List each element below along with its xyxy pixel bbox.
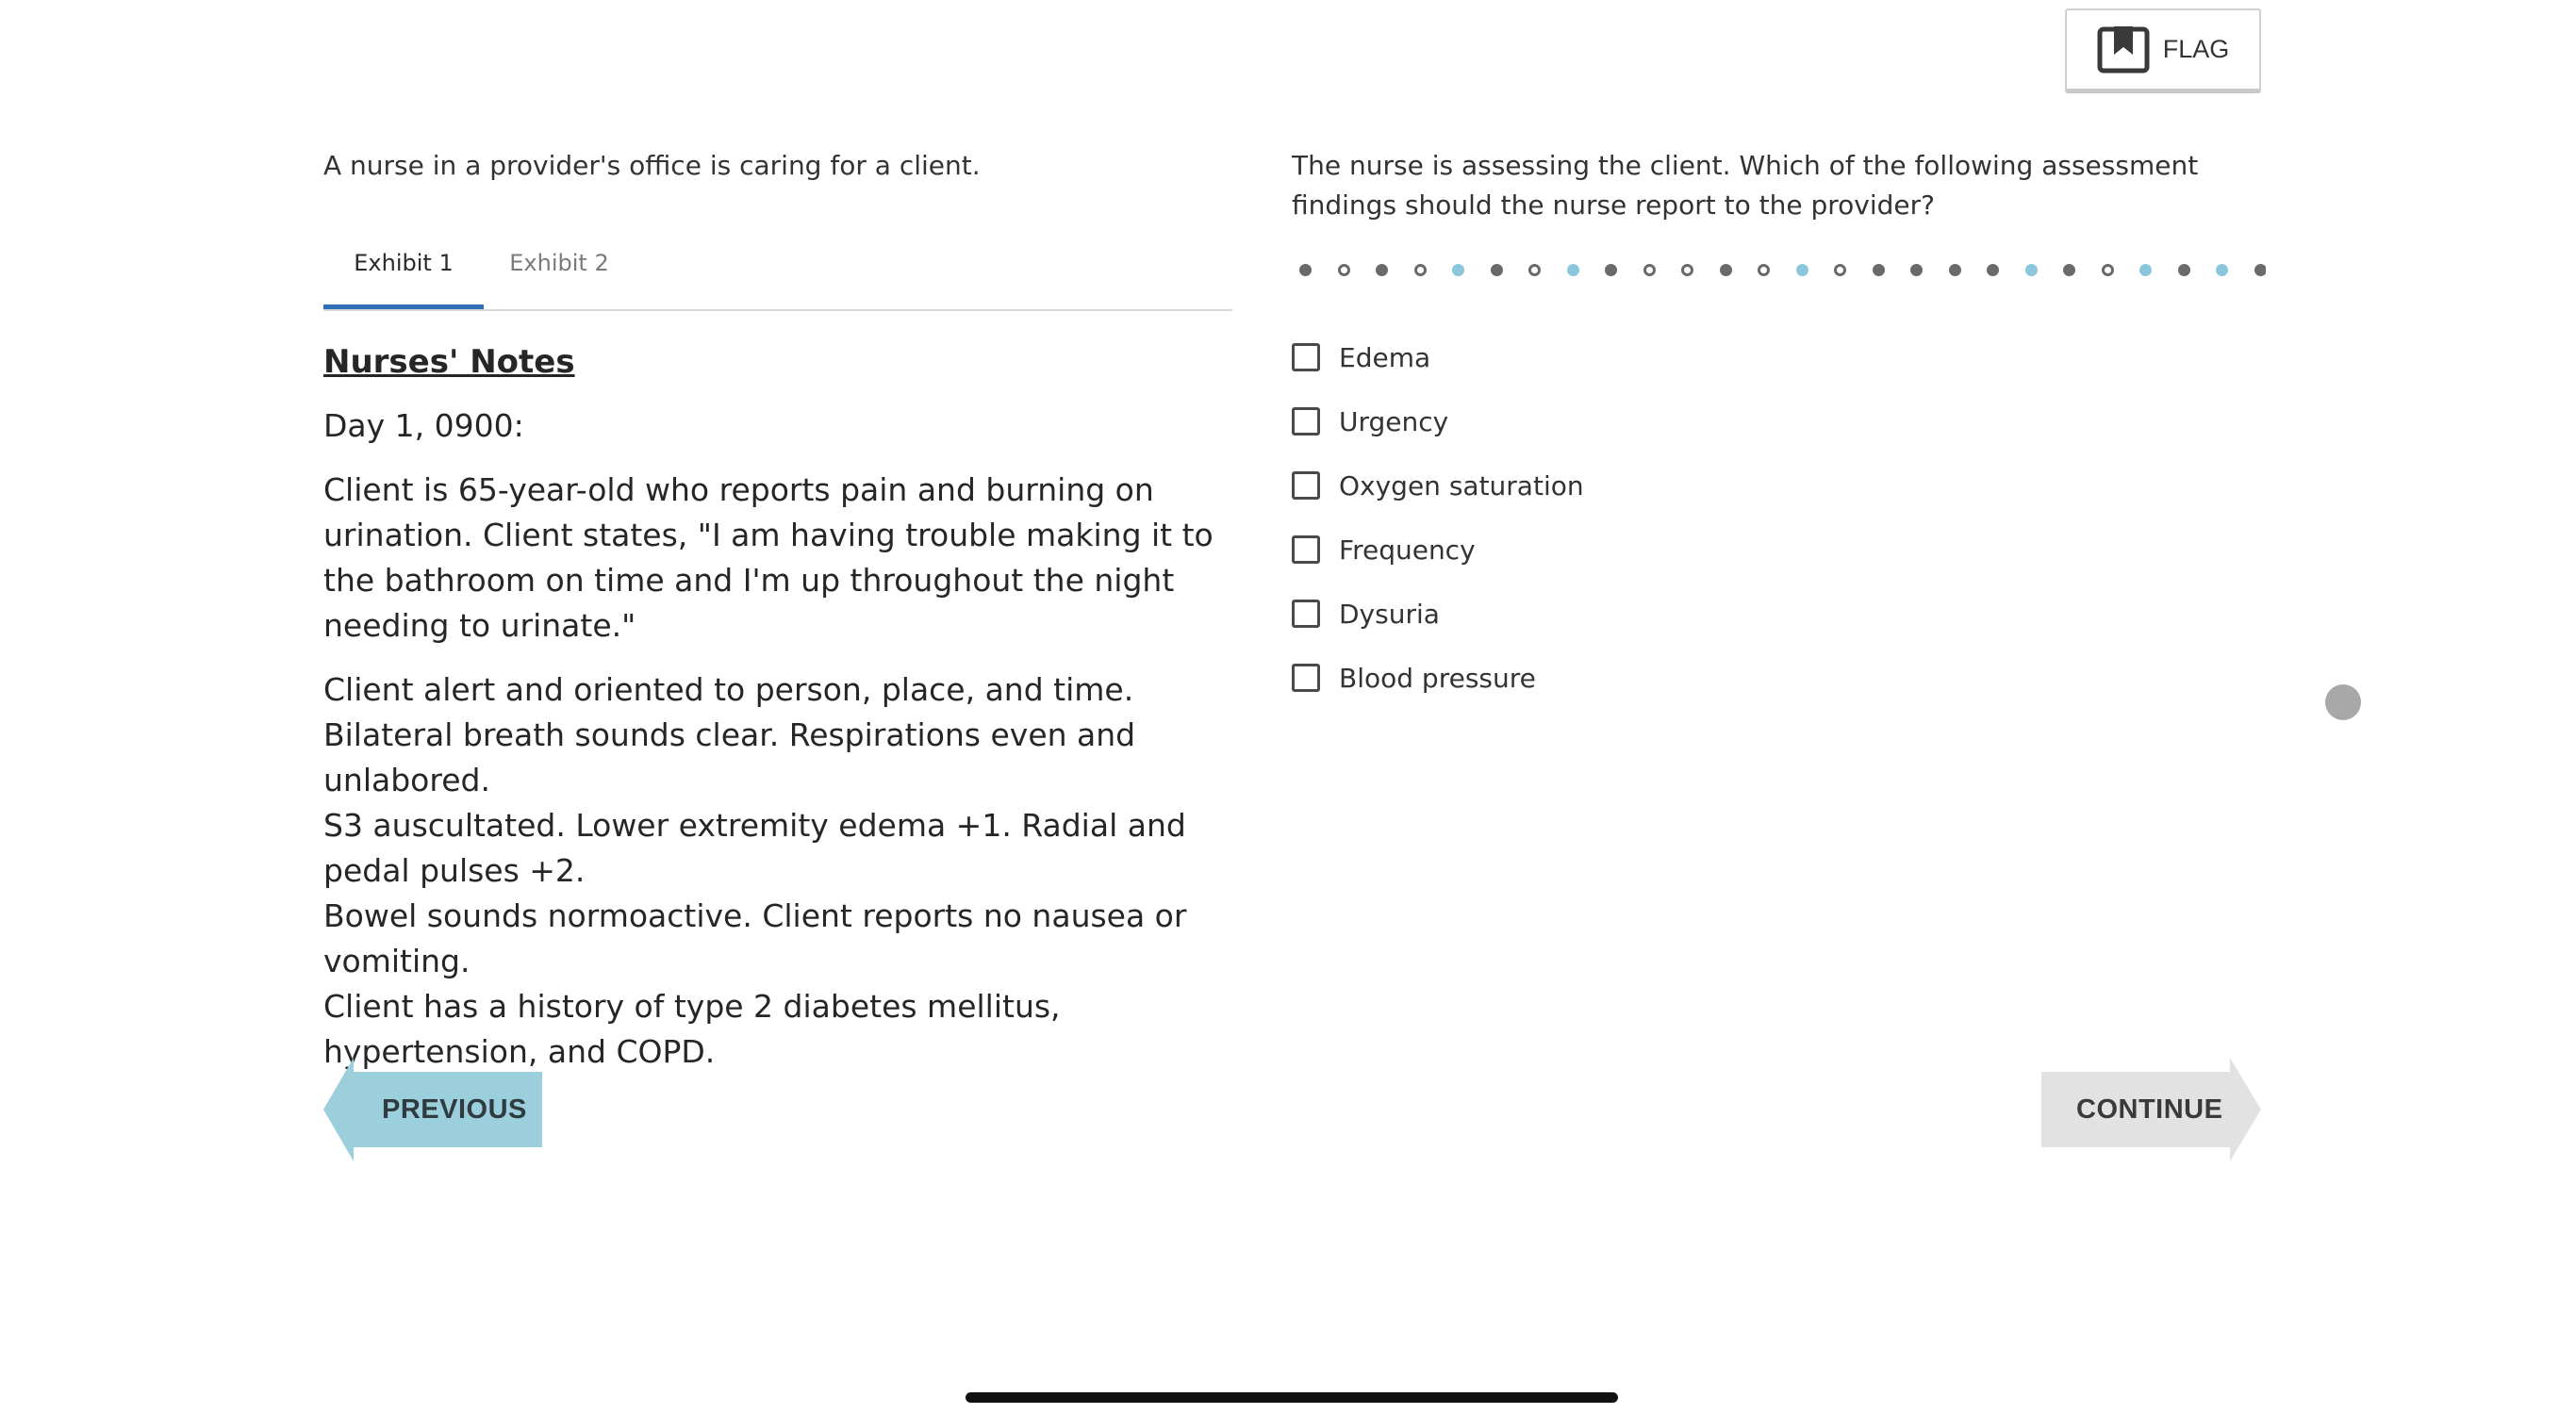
notes-line: Client alert and oriented to person, place, and time. — [323, 671, 1134, 708]
notes-assessment — [323, 667, 1243, 1075]
flag-label: FLAG — [2162, 35, 2230, 63]
option-dysuria[interactable] — [1292, 582, 1584, 646]
progress-dot[interactable] — [1528, 264, 1541, 276]
continue-label: CONTINUE — [2076, 1094, 2223, 1125]
progress-dot[interactable] — [1796, 264, 1808, 276]
progress-dot[interactable] — [1949, 264, 1961, 276]
previous-button[interactable] — [323, 1058, 542, 1161]
option-label: Dysuria — [1339, 598, 1440, 630]
checkbox[interactable] — [1292, 535, 1320, 564]
progress-dot[interactable] — [1452, 264, 1464, 276]
exhibit-tabs — [323, 236, 1232, 311]
previous-label: PREVIOUS — [382, 1094, 527, 1125]
progress-dot[interactable] — [1987, 264, 1999, 276]
option-blood-pressure[interactable] — [1292, 646, 1584, 710]
checkbox[interactable] — [1292, 664, 1320, 692]
progress-dot[interactable] — [1299, 264, 1312, 276]
progress-dot[interactable] — [1873, 264, 1885, 276]
notes-time: Day 1, 0900: — [323, 407, 524, 444]
progress-dot[interactable] — [1910, 264, 1923, 276]
progress-dot[interactable] — [2025, 264, 2038, 276]
option-urgency[interactable] — [1292, 389, 1584, 453]
option-label: Frequency — [1339, 534, 1476, 566]
checkbox[interactable] — [1292, 343, 1320, 371]
progress-dot[interactable] — [1720, 264, 1732, 276]
nurses-notes — [323, 339, 1243, 1093]
progress-dot[interactable] — [1376, 264, 1388, 276]
scroll-handle[interactable] — [2325, 684, 2361, 720]
progress-dots — [1299, 261, 2266, 280]
progress-dot[interactable] — [1681, 264, 1693, 276]
continue-button[interactable] — [2041, 1058, 2261, 1161]
tab-exhibit-2[interactable]: Exhibit 2 — [509, 250, 609, 276]
checkbox[interactable] — [1292, 471, 1320, 500]
answer-options — [1292, 325, 1584, 710]
flag-button[interactable] — [2065, 8, 2261, 93]
tab-exhibit-1[interactable]: Exhibit 1 — [323, 236, 484, 309]
progress-dot[interactable] — [2139, 264, 2152, 276]
progress-dot[interactable] — [1643, 264, 1656, 276]
option-label: Urgency — [1339, 405, 1449, 437]
notes-line: Client has a history of type 2 diabetes mellitus, hypertension, and COPD. — [323, 988, 1061, 1070]
progress-dot[interactable] — [2216, 264, 2228, 276]
progress-dot[interactable] — [1491, 264, 1503, 276]
notes-line: Bilateral breath sounds clear. Respirations even and unlabored. — [323, 716, 1136, 798]
progress-dot[interactable] — [1567, 264, 1579, 276]
option-edema[interactable] — [1292, 325, 1584, 389]
progress-dot[interactable] — [2102, 264, 2114, 276]
question-text: The nurse is assessing the client. Which of the following assessment findings should the nurse report to the provider? — [1292, 150, 2199, 221]
progress-dot[interactable] — [2178, 264, 2190, 276]
checkbox[interactable] — [1292, 600, 1320, 628]
option-label: Edema — [1339, 341, 1431, 373]
notes-line: S3 auscultated. Lower extremity edema +1. Radial and pedal pulses +2. — [323, 807, 1186, 889]
option-label: Oxygen saturation — [1339, 469, 1584, 501]
checkbox[interactable] — [1292, 407, 1320, 436]
option-frequency[interactable] — [1292, 518, 1584, 582]
bookmark-flag-icon — [2097, 26, 2150, 74]
case-stem: A nurse in a provider's office is caring for a client. — [323, 150, 981, 181]
progress-dot[interactable] — [1338, 264, 1350, 276]
progress-dot[interactable] — [1834, 264, 1846, 276]
progress-dot[interactable] — [1605, 264, 1617, 276]
progress-dot[interactable] — [2254, 264, 2267, 276]
option-label: Blood pressure — [1339, 662, 1536, 694]
option-oxygen-saturation[interactable] — [1292, 453, 1584, 518]
notes-line: Bowel sounds normoactive. Client reports no nausea or vomiting. — [323, 897, 1187, 979]
progress-dot[interactable] — [2063, 264, 2075, 276]
notes-heading: Nurses' Notes — [323, 343, 575, 381]
progress-dot[interactable] — [1758, 264, 1770, 276]
progress-dot[interactable] — [1414, 264, 1427, 276]
notes-paragraph-1: Client is 65-year-old who reports pain and burning on urination. Client states, "I am having trouble making it to the bathroom on time and I'm up throughout the night needing to urinate." — [323, 471, 1214, 644]
home-indicator — [966, 1392, 1618, 1403]
